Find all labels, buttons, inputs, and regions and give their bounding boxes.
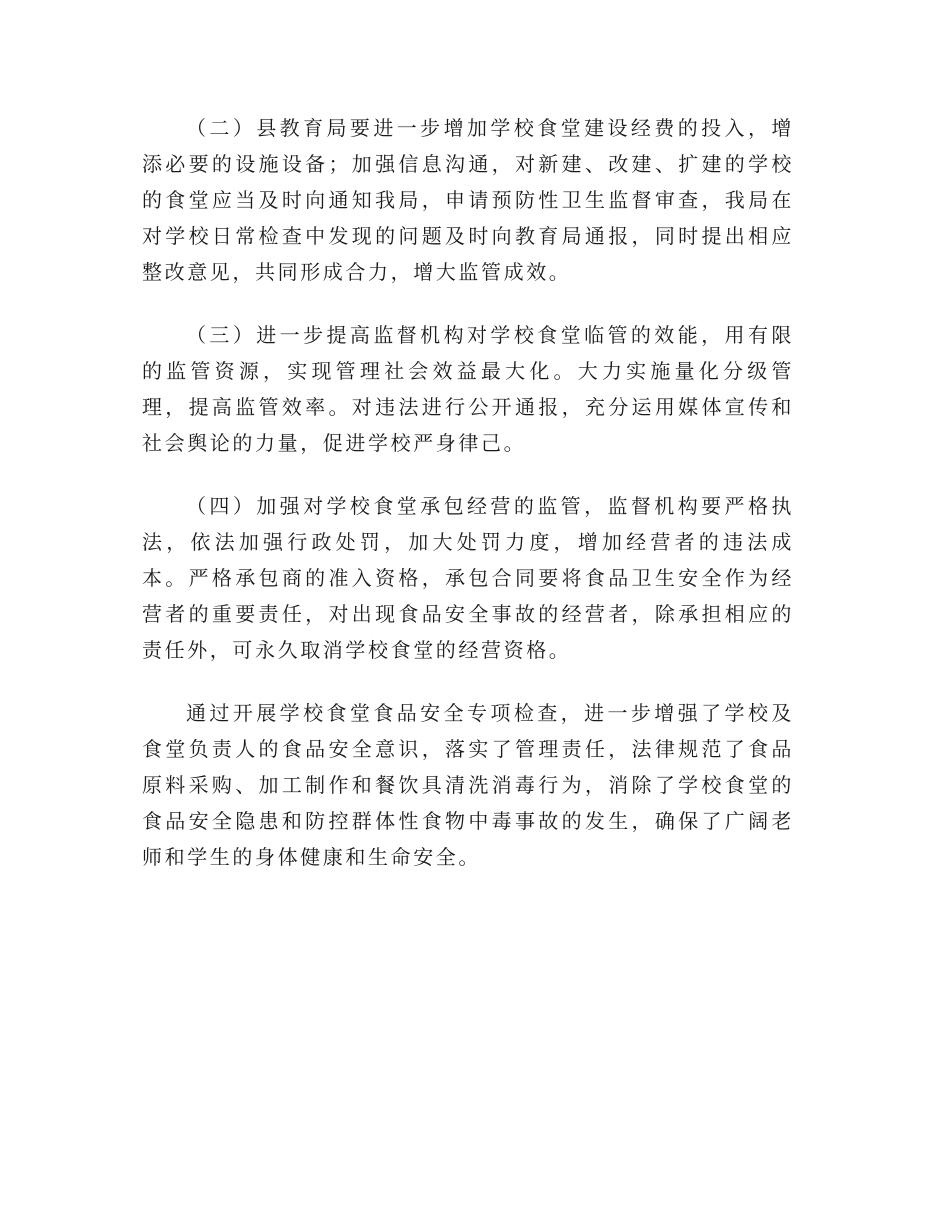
paragraph-conclusion: 通过开展学校食堂食品安全专项检查，进一步增强了学校及食堂负责人的食品安全意识，落实了管理责任，法律规范了食品原料采购、加工制作和餐饮具清洗消毒行为，消除了学校食堂的食品安全隐患和防控群体性食物中毒事故的发生，确保了广阔老师和学生的身体健康和生命安全。 xyxy=(142,701,794,869)
document-body xyxy=(142,110,794,902)
paragraph-section-3: （三）进一步提高监督机构对学校食堂临管的效能，用有限的监管资源，实现管理社会效益最大化。大力实施量化分级管理，提高监管效率。对违法进行公开通报，充分运用媒体宣传和社会舆论的力量，促进学校严身律己。 xyxy=(142,323,794,455)
paragraph-section-4: （四）加强对学校食堂承包经营的监管，监督机构要严格执法，依法加强行政处罚，加大处罚力度，增加经营者的违法成本。严格承包商的准入资格，承包合同要将食品卫生安全作为经营者的重要责任，对出现食品安全事故的经营者，除承担相应的责任外，可永久取消学校食堂的经营资格。 xyxy=(142,494,794,662)
paragraph-section-2: （二）县教育局要进一步增加学校食堂建设经费的投入，增添必要的设施设备；加强信息沟通，对新建、改建、扩建的学校的食堂应当及时向通知我局，申请预防性卫生监督审查，我局在对学校日常检查中发现的问题及时向教育局通报，同时提出相应整改意见，共同形成合力，增大监管成效。 xyxy=(142,116,794,284)
